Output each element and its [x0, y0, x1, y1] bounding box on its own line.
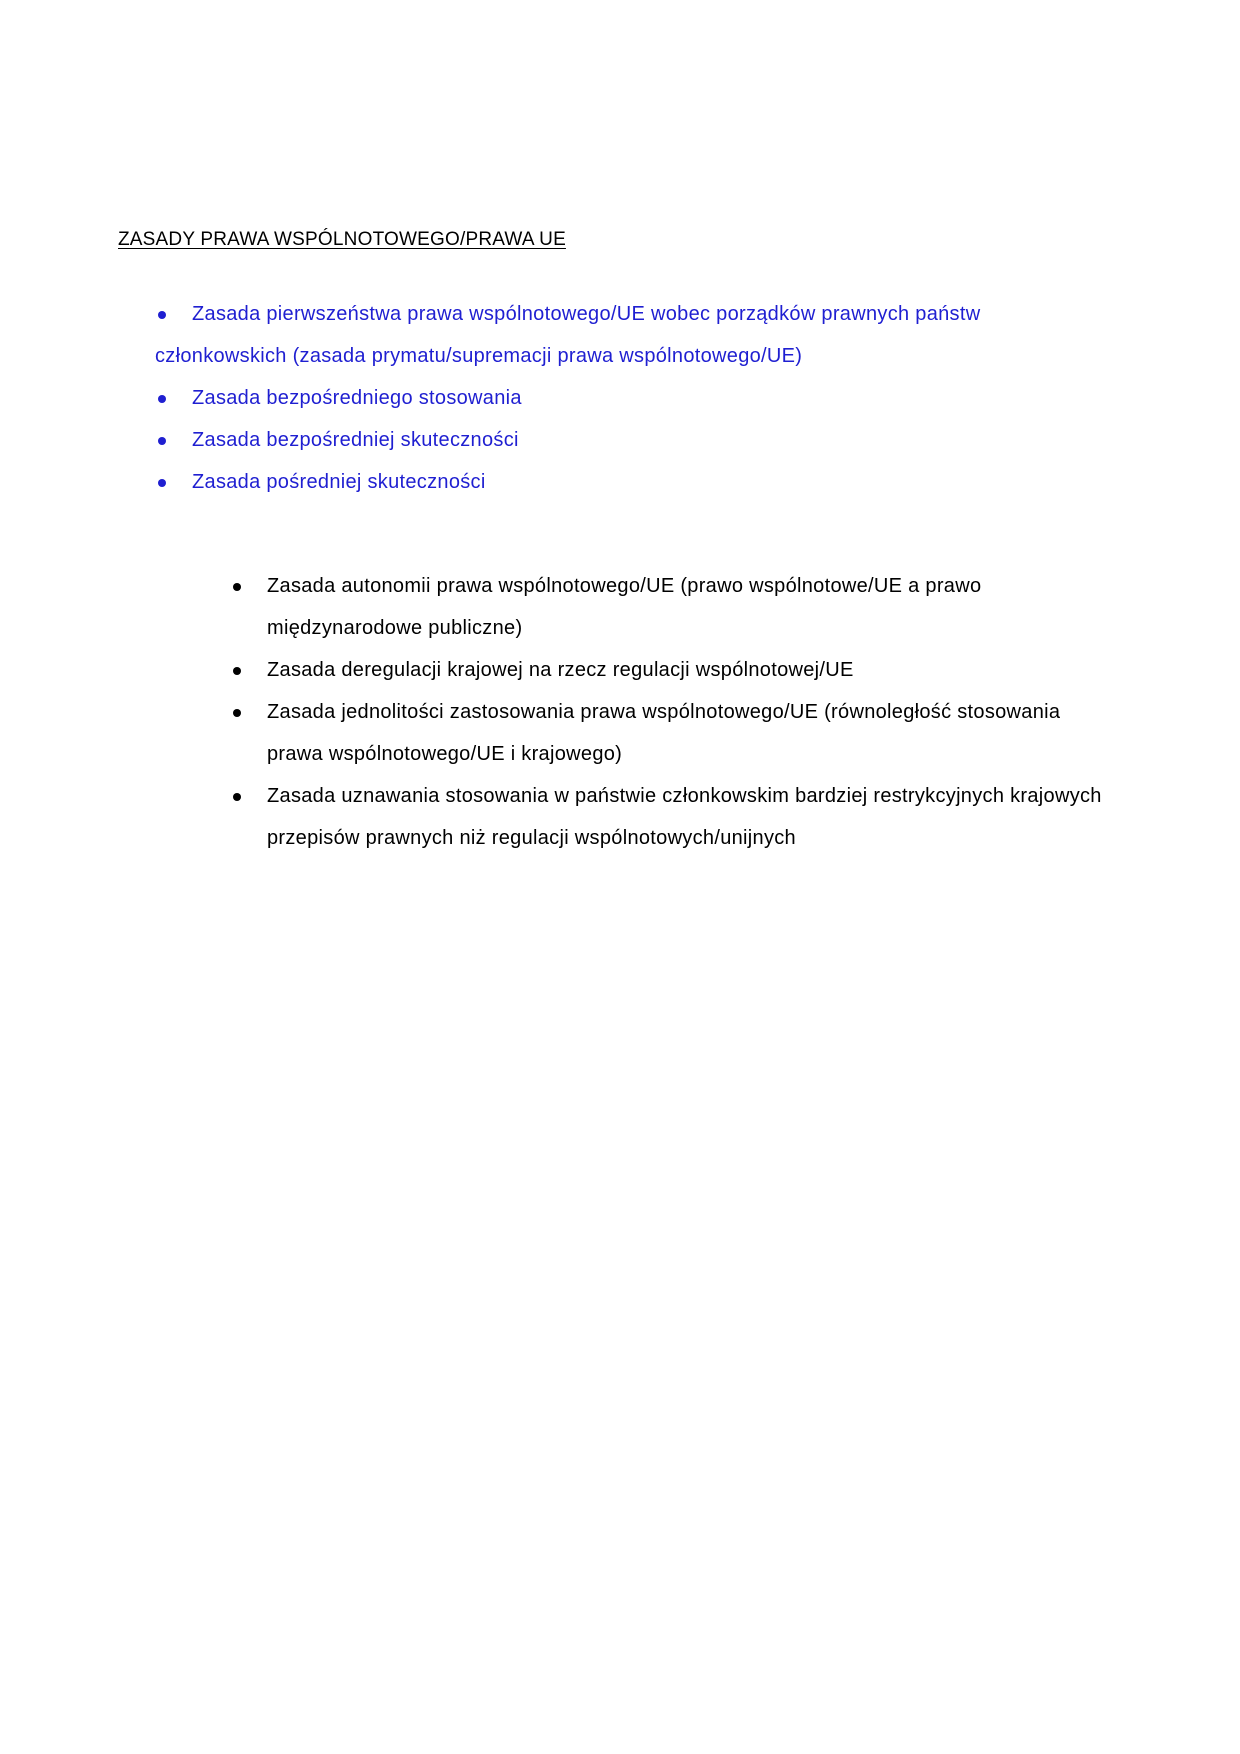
blue-principles-list	[155, 293, 1055, 503]
list-item	[230, 691, 1130, 775]
list-item-text-continued: członkowskich (zasada prymatu/supremacji prawa wspólnotowego/UE)	[155, 345, 803, 367]
list-item-text: Zasada jednolitości zastosowania prawa wspólnotowego/UE (równoległość stosowania	[267, 701, 1061, 723]
list-item-text: Zasada uznawania stosowania w państwie członkowskim bardziej restrykcyjnych krajowych	[267, 785, 1102, 807]
document-title: ZASADY PRAWA WSPÓLNOTOWEGO/PRAWA UE	[118, 229, 566, 250]
list-item	[155, 461, 1055, 503]
list-item-text-continued: prawa wspólnotowego/UE i krajowego)	[267, 743, 623, 765]
list-item-text-continued: międzynarodowe publiczne)	[267, 617, 523, 639]
black-principles-list	[230, 565, 1130, 859]
list-item	[230, 649, 1130, 691]
list-item-text: Zasada pośredniej skuteczności	[192, 471, 486, 493]
list-item	[230, 775, 1130, 859]
list-item-text: Zasada deregulacji krajowej na rzecz regulacji wspólnotowej/UE	[267, 659, 854, 681]
list-item-text: Zasada bezpośredniej skuteczności	[192, 429, 519, 451]
list-item-text-continued: przepisów prawnych niż regulacji wspólnotowych/unijnych	[267, 827, 796, 849]
list-item-text: Zasada pierwszeństwa prawa wspólnotowego/UE wobec porządków prawnych państw	[192, 303, 981, 325]
list-item-text: Zasada bezpośredniego stosowania	[192, 387, 522, 409]
list-item	[155, 419, 1055, 461]
list-item	[155, 293, 1055, 377]
list-item	[230, 565, 1130, 649]
list-item	[155, 377, 1055, 419]
list-item-text: Zasada autonomii prawa wspólnotowego/UE (prawo wspólnotowe/UE a prawo	[267, 575, 982, 597]
